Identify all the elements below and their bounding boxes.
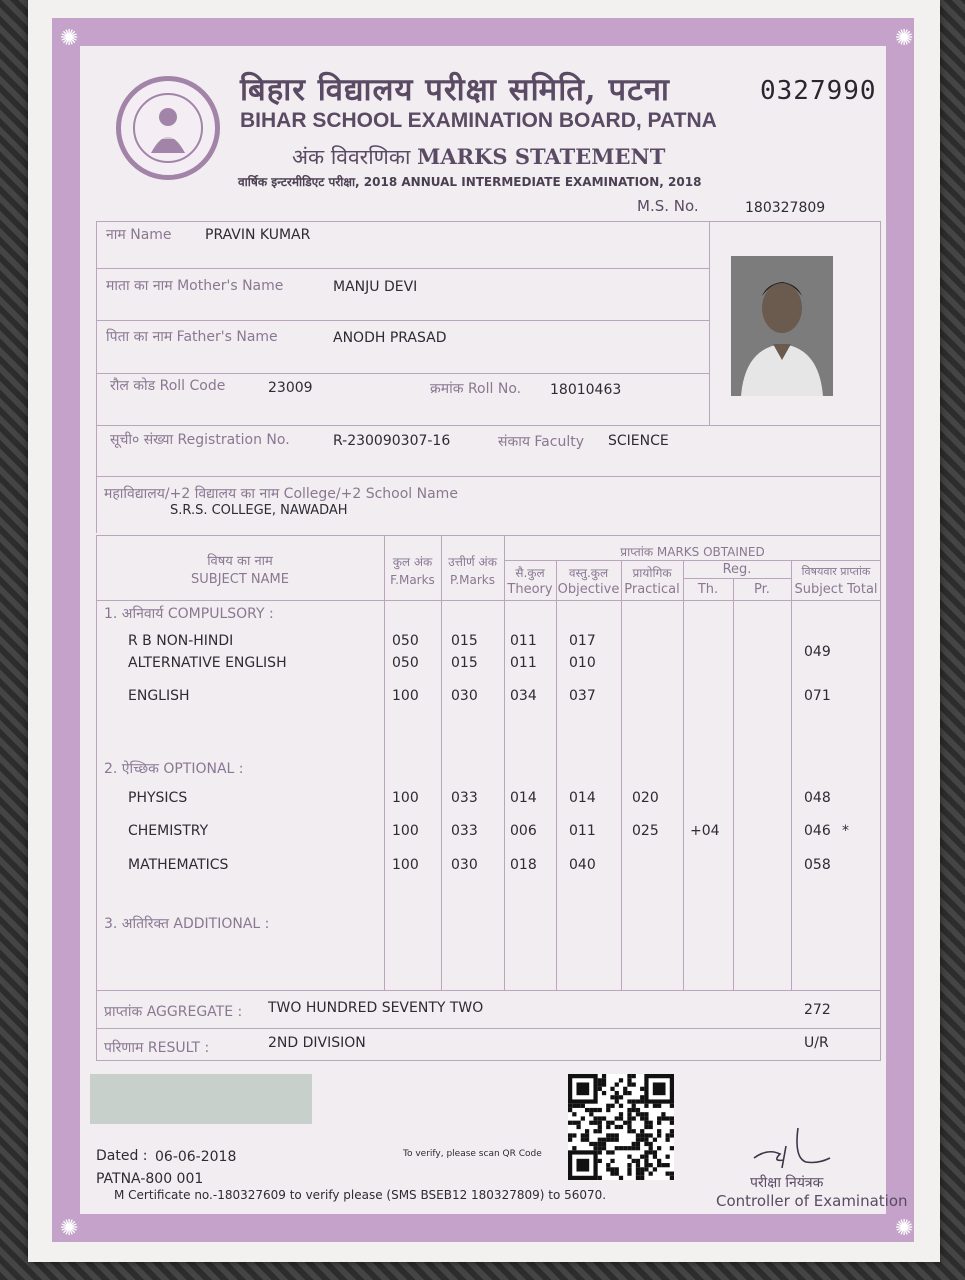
- college-name: S.R.S. COLLEGE, NAWADAH: [170, 503, 348, 518]
- registration-label: सूची० संख्या Registration No.: [110, 432, 290, 448]
- statement-title: [292, 143, 665, 171]
- cell-total: 048: [804, 790, 831, 806]
- controller-title-english: Controller of Examination: [716, 1192, 908, 1210]
- full-marks-header-english: F.Marks: [390, 573, 435, 587]
- optional-section-label: 2. ऐच्छिक OPTIONAL :: [104, 761, 244, 777]
- theory-header-english: Theory: [507, 582, 553, 597]
- practical-header-hindi: प्रायोगिक: [632, 566, 672, 580]
- cell-full: 050: [392, 655, 419, 671]
- pass-marks-header-english: P.Marks: [449, 573, 496, 587]
- cell-practical: 020: [632, 790, 659, 806]
- cell-objective: 037: [569, 688, 596, 704]
- corner-star-icon: ✺: [60, 26, 79, 51]
- cell-objective: 014: [569, 790, 596, 806]
- issue-date: 06-06-2018: [155, 1149, 237, 1165]
- cell-full: 100: [392, 790, 419, 806]
- aggregate-words: TWO HUNDRED SEVENTY TWO: [268, 1000, 484, 1016]
- cell-objective: 040: [569, 857, 596, 873]
- sms-verify-note: M Certificate no.-180327609 to verify please (SMS BSEB12 180327809) to 56070.: [114, 1188, 607, 1202]
- dated-label: Dated :: [96, 1148, 148, 1164]
- reg-header: Reg.: [722, 562, 752, 577]
- cell-pass: 033: [451, 790, 478, 806]
- roll-no-label: क्रमांक Roll No.: [430, 381, 522, 397]
- cell-reg-th: +04: [690, 823, 720, 839]
- registration-value: R-230090307-16: [333, 433, 451, 449]
- father-name: ANODH PRASAD: [333, 330, 447, 346]
- faculty-value: SCIENCE: [608, 433, 669, 449]
- cell-theory: 011: [510, 655, 537, 671]
- cell-objective: 017: [569, 633, 596, 649]
- cell-full: 050: [392, 633, 419, 649]
- theory-header-hindi: सै.कुल: [515, 566, 545, 580]
- cell-objective: 011: [569, 823, 596, 839]
- reg-pr-header: Pr.: [754, 582, 770, 597]
- ms-no-value: 180327809: [745, 200, 826, 216]
- cell-full: 100: [392, 688, 419, 704]
- exam-title-english: ANNUAL INTERMEDIATE EXAMINATION, 2018: [401, 175, 702, 189]
- verification-qr-code[interactable]: [568, 1074, 674, 1180]
- cell-subject: MATHEMATICS: [128, 857, 229, 873]
- statement-title-hindi: अंक विवरणिका: [292, 145, 411, 169]
- cell-subject: PHYSICS: [128, 790, 188, 806]
- name-label: नाम Name: [106, 227, 172, 243]
- cell-theory: 011: [510, 633, 537, 649]
- result-code: U/R: [804, 1035, 829, 1051]
- result-value: 2ND DIVISION: [268, 1035, 366, 1051]
- cell-practical: 025: [632, 823, 659, 839]
- subject-header-english: SUBJECT NAME: [191, 572, 289, 587]
- combined-subject-total: 049: [804, 644, 831, 660]
- cell-theory: 018: [510, 857, 537, 873]
- student-photo: [731, 256, 833, 396]
- cell-subject: ENGLISH: [128, 688, 190, 704]
- ms-no-label: M.S. No.: [637, 197, 699, 215]
- controller-signature: [748, 1118, 838, 1174]
- cell-pass: 015: [451, 655, 478, 671]
- roll-code-value: 23009: [268, 380, 313, 396]
- marks-obtained-header: प्राप्तांक MARKS OBTAINED: [620, 545, 765, 559]
- corner-star-icon: ✺: [895, 1216, 914, 1241]
- cell-theory: 034: [510, 688, 537, 704]
- corner-star-icon: ✺: [60, 1216, 79, 1241]
- aggregate-value: 272: [804, 1002, 831, 1018]
- qr-verify-note: To verify, please scan QR Code: [403, 1149, 542, 1159]
- aggregate-label: प्राप्तांक AGGREGATE :: [104, 1004, 243, 1020]
- student-name: PRAVIN KUMAR: [205, 227, 311, 243]
- issue-place: PATNA-800 001: [96, 1171, 204, 1187]
- cell-subject: ALTERNATIVE ENGLISH: [128, 655, 287, 671]
- controller-title-hindi: परीक्षा नियंत्रक: [750, 1175, 824, 1191]
- cell-full: 100: [392, 857, 419, 873]
- cell-full: 100: [392, 823, 419, 839]
- cell-pass: 033: [451, 823, 478, 839]
- cell-subject: R B NON-HINDI: [128, 633, 234, 649]
- cell-objective: 010: [569, 655, 596, 671]
- subject-total-header-english: Subject Total: [794, 582, 878, 597]
- result-label: परिणाम RESULT :: [104, 1040, 210, 1056]
- subject-header-hindi: विषय का नाम: [207, 554, 273, 569]
- cell-total: 058: [804, 857, 831, 873]
- cell-theory: 006: [510, 823, 537, 839]
- faculty-label: संकाय Faculty: [498, 434, 584, 450]
- father-label: पिता का नाम Father's Name: [106, 329, 278, 345]
- exam-title-hindi: वार्षिक इन्टरमीडिएट परीक्षा, 2018: [238, 175, 398, 189]
- objective-header-english: Objective: [557, 582, 620, 597]
- exam-title: [238, 173, 701, 190]
- compulsory-section-label: 1. अनिवार्य COMPULSORY :: [104, 606, 274, 622]
- mother-label: माता का नाम Mother's Name: [106, 278, 284, 294]
- full-marks-header-hindi: कुल अंक: [392, 555, 433, 569]
- roll-no-value: 18010463: [550, 382, 622, 398]
- cell-subject: CHEMISTRY: [128, 823, 209, 839]
- board-title-english: BIHAR SCHOOL EXAMINATION BOARD, PATNA: [240, 109, 717, 132]
- statement-title-english: MARKS STATEMENT: [417, 144, 666, 169]
- cell-total: 071: [804, 688, 831, 704]
- cell-pass: 015: [451, 633, 478, 649]
- board-title-hindi: बिहार विद्यालय परीक्षा समिति, पटना: [240, 72, 670, 108]
- cell-total: 046: [804, 823, 831, 839]
- subject-total-header-hindi: विषयवार प्राप्तांक: [801, 565, 871, 578]
- roll-code-label: रौल कोड Roll Code: [110, 378, 226, 394]
- corner-star-icon: ✺: [895, 26, 914, 51]
- pass-marks-header-hindi: उत्तीर्ण अंक: [448, 555, 497, 569]
- cell-pass: 030: [451, 688, 478, 704]
- reg-th-header: Th.: [697, 582, 719, 597]
- cell-theory: 014: [510, 790, 537, 806]
- redacted-area: [90, 1074, 312, 1124]
- college-label: महाविद्यालय/+2 विद्यालय का नाम College/+2 School Name: [104, 486, 458, 502]
- mother-name: MANJU DEVI: [333, 279, 418, 295]
- cell-star: *: [842, 823, 849, 839]
- additional-section-label: 3. अतिरिक्त ADDITIONAL :: [104, 916, 270, 932]
- objective-header-hindi: वस्तु.कुल: [568, 566, 609, 580]
- serial-number: 0327990: [760, 76, 877, 106]
- board-seal-icon: [116, 76, 220, 180]
- cell-pass: 030: [451, 857, 478, 873]
- practical-header-english: Practical: [624, 582, 680, 597]
